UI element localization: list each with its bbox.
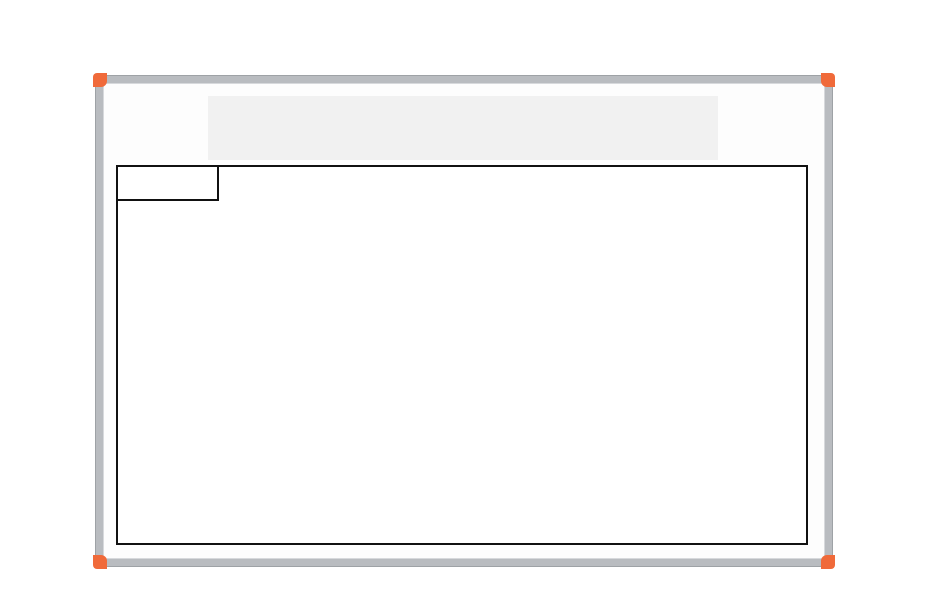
corner-cap	[821, 555, 835, 569]
days-header	[116, 165, 219, 201]
day-number-column	[118, 201, 217, 543]
corner-cap	[93, 555, 107, 569]
corner-cap	[93, 73, 107, 87]
corner-cap	[821, 73, 835, 87]
calendar-grid	[116, 165, 808, 545]
title-band	[208, 96, 718, 160]
